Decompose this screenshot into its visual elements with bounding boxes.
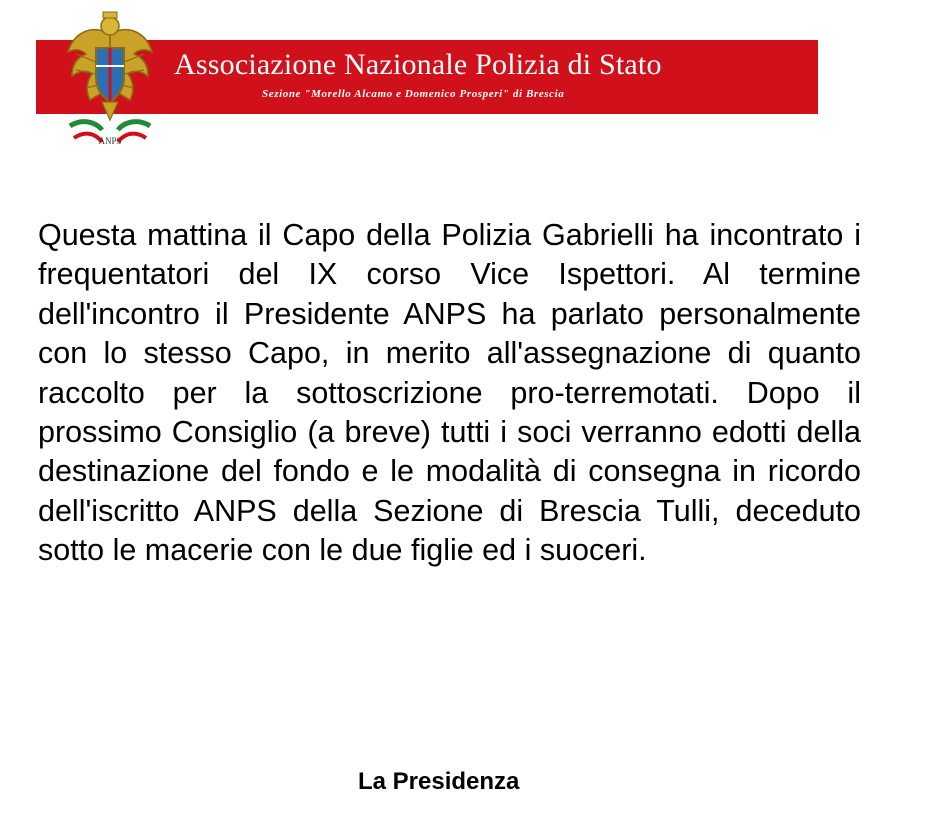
emblem-label: ANPS bbox=[98, 136, 122, 146]
police-eagle-emblem-icon bbox=[62, 4, 158, 146]
section-subtitle: Sezione "Morello Alcamo e Domenico Prosperi" di Brescia bbox=[262, 88, 565, 100]
signature: La Presidenza bbox=[358, 768, 520, 795]
announcement-text: Questa mattina il Capo della Polizia Gabrielli ha incontrato i frequentatori del IX corso Vice Ispettori. Al termine dell'incontro il Presidente ANPS ha parlato personalmente con lo stesso Capo, in merito all'assegnazione di quanto raccolto per la sottoscrizione pro-terremotati. Dopo il prossimo Consiglio (a breve) tutti i soci verranno edotti della destinazione del fondo e le modalità di consegna in ricordo dell'iscritto ANPS della Sezione di Brescia Tulli, deceduto sotto le macerie con le due figlie ed i suoceri. bbox=[38, 218, 861, 568]
organization-title: Associazione Nazionale Polizia di Stato bbox=[174, 48, 662, 81]
